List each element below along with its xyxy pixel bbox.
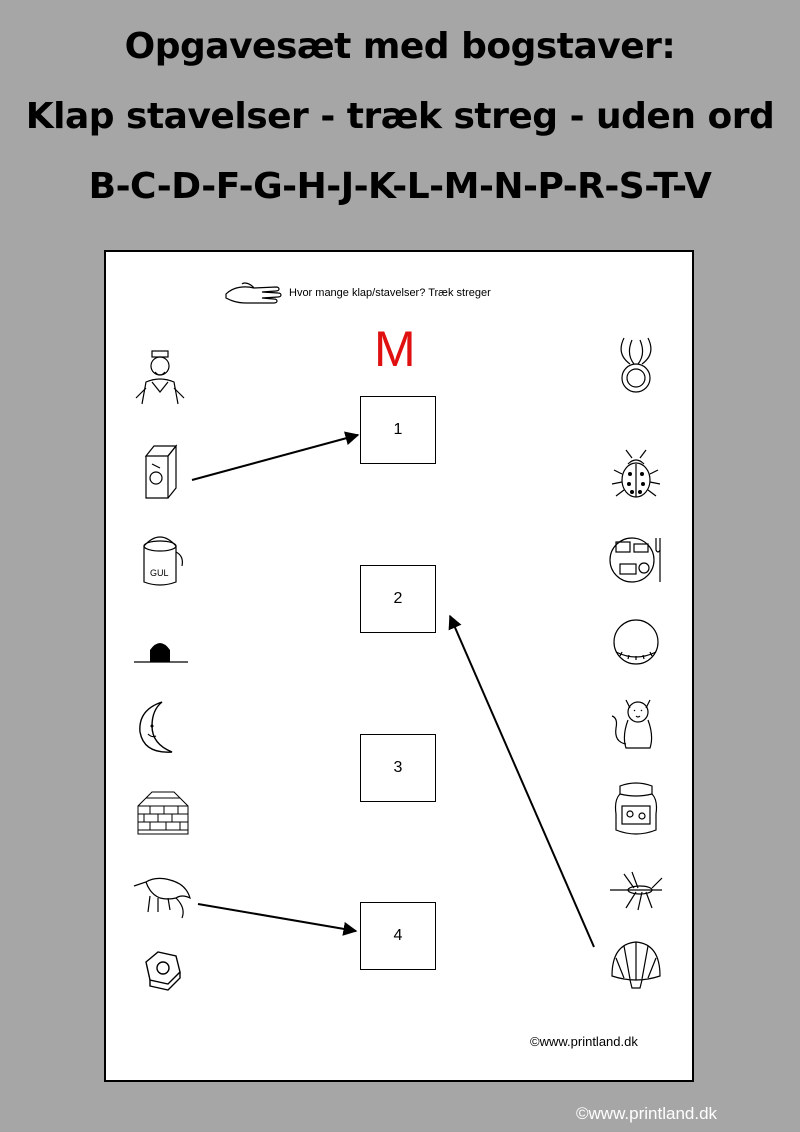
food-plate-icon xyxy=(606,530,666,590)
cat-icon xyxy=(606,692,666,752)
paint-label: GUL xyxy=(150,568,169,578)
brick-wall-icon xyxy=(132,778,192,838)
sheet-copyright: ©www.printland.dk xyxy=(530,1034,638,1049)
melon-icon xyxy=(606,612,666,672)
nut-icon xyxy=(132,942,192,1002)
paint-bucket-icon xyxy=(132,532,192,592)
arrow-anteater-to-4 xyxy=(198,904,356,931)
sailor-icon xyxy=(130,348,190,408)
box-number: 1 xyxy=(393,421,403,438)
page-title-line-2: Klap stavelser - træk streg - uden ord xyxy=(25,96,775,137)
worksheet xyxy=(104,250,694,1082)
box-number: 3 xyxy=(393,759,403,776)
ladybug-icon xyxy=(606,446,666,506)
medal-icon xyxy=(606,336,666,396)
target-letter: M xyxy=(374,321,416,377)
box-number: 2 xyxy=(393,590,403,607)
page-title-letters: B-C-D-F-G-H-J-K-L-M-N-P-R-S-T-V xyxy=(88,166,712,207)
arrow-shell-to-2 xyxy=(450,616,594,947)
moon-icon xyxy=(132,698,192,758)
arrow-milk-to-1 xyxy=(192,435,358,480)
page-title-line-1: Opgavesæt med bogstaver: xyxy=(124,26,676,67)
box-number: 4 xyxy=(393,927,403,944)
shell-icon xyxy=(606,932,666,992)
milk-carton-icon xyxy=(132,442,192,502)
mousehole-icon xyxy=(132,622,192,682)
jam-jar-icon xyxy=(606,780,666,840)
mosquito-icon xyxy=(606,860,666,920)
instruction-text: Hvor mange klap/stavelser? Træk streger xyxy=(289,287,491,299)
anteater-icon xyxy=(132,868,192,928)
page-copyright: ©www.printland.dk xyxy=(576,1104,718,1123)
